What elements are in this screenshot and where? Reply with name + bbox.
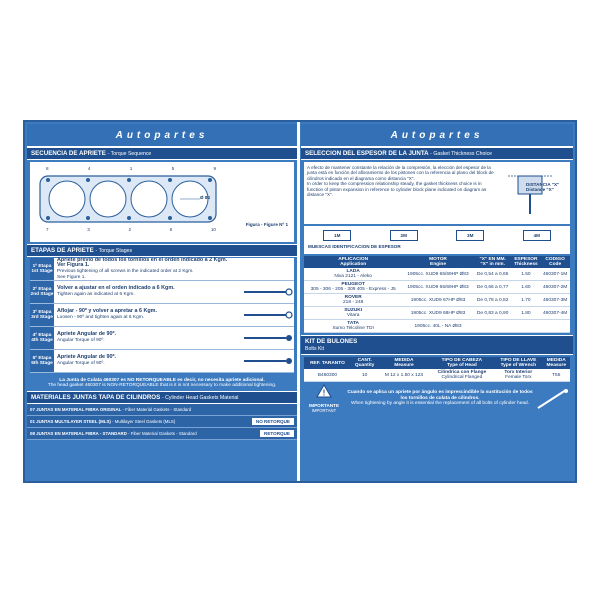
- table-header: MOTOR Engine: [402, 256, 473, 268]
- material-code: 07: [30, 407, 35, 412]
- left-brand-banner: Autopartes: [27, 124, 297, 147]
- warning-icon: [316, 384, 332, 398]
- stage-tag-es: 2º Etapa: [32, 287, 52, 292]
- stage-main: Aflojar - 90º y volver a apretar a 6 Kgm.: [57, 308, 157, 315]
- notch-mark: 2M: [390, 230, 418, 241]
- bolts-header: REF. TARANTO: [304, 357, 351, 369]
- table-row: [304, 320, 570, 333]
- stage-text: [54, 258, 294, 280]
- right-page: [301, 124, 573, 479]
- stage-main: Apriete previo de todos los tornillos en el orden indicado a 2 Kgm.: [57, 256, 228, 263]
- stage-row: [30, 258, 294, 281]
- notch-mark: 3M: [456, 230, 484, 241]
- thickness-cell: 1.60: [512, 281, 541, 294]
- notch-marks: [304, 226, 570, 241]
- app-cell: 218 - 248: [343, 300, 364, 305]
- bolts-kit-header: [301, 335, 573, 355]
- stage-tag-en: 5th Stage: [31, 361, 53, 366]
- code-cell: 460307-1M: [540, 268, 570, 281]
- material-text: JUNTAS EN MATERIAL FIBRA ORIGINAL: [36, 407, 122, 412]
- bolt-number: 1: [129, 166, 133, 171]
- thickness-choice-title: SELECCION DEL ESPESOR DE LA JUNTA: [305, 150, 429, 157]
- engine-cell: 1905cc. XUD9 65/69HP Ø83: [402, 268, 473, 281]
- stage-tag: [30, 327, 54, 349]
- angle-wrench-icon: [242, 357, 294, 365]
- stage-main: Volver a ajustar en el orden indicado a 6 Kgm.: [57, 285, 175, 292]
- figure-label: Figura - Figure Nº 1: [245, 222, 288, 227]
- stage-main: Apriete Angular de 90º.: [57, 354, 116, 361]
- x-cell: [474, 320, 512, 333]
- thickness-choice-header: [301, 147, 573, 160]
- stage-text: [54, 355, 242, 366]
- engine-cell: 1905cc. XUD9 68HP Ø83: [402, 307, 473, 320]
- bolt-qty-cell: 10: [351, 369, 378, 382]
- stage-row: [30, 327, 294, 350]
- bolt-ref-cell: B460300: [304, 369, 351, 382]
- bolt-number: 9: [213, 166, 216, 171]
- bolts-kit-subtitle: Bolts Kit: [305, 346, 325, 352]
- note-es: La Junta de Culata 460307 es NO RETORQUEABLE es decir, no necesita apriete adicional.: [59, 378, 265, 383]
- stage-text: [54, 309, 242, 320]
- thickness-intro-box: [304, 162, 570, 224]
- bolts-row: [304, 369, 570, 382]
- bolt-number: 10: [210, 227, 216, 232]
- bolt-wrench-icon: [536, 388, 570, 410]
- table-row: [304, 294, 570, 307]
- gasket-diagram: [30, 162, 294, 242]
- table-row: [304, 307, 570, 320]
- app-cell: Sumo Telcoline TDI: [332, 326, 374, 331]
- bolt-measure-cell: M 12 x 1.50 x 123: [378, 369, 429, 382]
- stage-main: Apriete Angular de 90º.: [57, 331, 116, 338]
- x-cell: De 0,78 a 0,82: [474, 294, 512, 307]
- stage-en: Angular Torque of 90º.: [57, 338, 105, 343]
- materials-title: MATERIALES JUNTAS TAPA DE CILINDROS: [31, 394, 161, 401]
- bolts-header: MEDIDA Measure: [378, 357, 429, 369]
- top-bolt-numbers: [46, 166, 216, 171]
- bolt-size-cell: T55: [543, 369, 570, 382]
- bolt-wrench-cell: Torx Interior Female Torx: [494, 369, 542, 382]
- stage-en: Loosen - 90º and tighten again at 6 Kgm.: [57, 315, 145, 320]
- stage-tag-en: 4th Stage: [31, 338, 53, 343]
- bolt-number: 2: [128, 227, 131, 232]
- application-table: [304, 256, 570, 333]
- svg-text:!: !: [322, 388, 326, 398]
- bolts-header: TIPO DE CABEZA Type of Head: [430, 357, 495, 369]
- engine-cell: 1905cc. XUD9 65/69HP Ø83: [402, 281, 473, 294]
- stage-text: [54, 332, 242, 343]
- important-badge: [304, 384, 344, 413]
- stages-list: [30, 258, 294, 373]
- bolt-number: 8: [46, 166, 49, 171]
- stage-en: Angular Torque of 90º.: [57, 361, 105, 366]
- important-es: Cuando se aplica un apriete por ángulo es imprescindible la sustitución de todos los tornillos de culata de cilindros.: [347, 390, 533, 401]
- torque-sequence-subtitle: - Torque Sequence: [107, 151, 152, 157]
- material-row: [27, 428, 297, 440]
- stage-en: Previous tightening of all screws in the indicated order at 2 Kgm.: [57, 269, 194, 274]
- retorque-badge: RETORQUE: [260, 430, 294, 437]
- left-page: [27, 124, 297, 479]
- code-cell: 460307-2M: [540, 281, 570, 294]
- material-code: 01: [30, 419, 35, 424]
- bore-diameter-label: Ø 84: [200, 195, 210, 200]
- x-cell: De 0,66 a 0,77: [474, 281, 512, 294]
- thickness-cell: 1.70: [512, 294, 541, 307]
- material-sub: - Multilayer Steel Gaskets (MLS): [112, 419, 176, 424]
- non-retorque-note: [27, 375, 297, 391]
- stage-tag: [30, 304, 54, 326]
- torque-stages-header: [27, 244, 297, 257]
- bolt-number: 6: [169, 227, 173, 232]
- bolt-number: 4: [87, 166, 91, 171]
- no-retorque-badge: NO RETORQUE: [252, 418, 294, 425]
- important-en: When tightening by angle it is essential the replacement of all bolts of cylinder head.: [350, 401, 530, 407]
- stage-tag: [30, 258, 54, 280]
- notch-caption: MUESCAS IDENTIFICACION DE ESPESOR: [308, 244, 401, 250]
- table-header: CODIGO Code: [540, 256, 570, 268]
- bolts-header: CANT. Quantity: [351, 357, 378, 369]
- code-cell: [540, 320, 570, 333]
- app-cell: Vitara: [346, 313, 360, 318]
- stage-tag-en: 2nd Stage: [30, 292, 54, 297]
- torque-sequence-header: [27, 147, 297, 160]
- torque-sequence-title: SECUENCIA DE APRIETE: [31, 150, 106, 157]
- stage-tag-es: 5º Etapa: [32, 356, 52, 361]
- stage-row: [30, 304, 294, 327]
- engine-cell: 1905cc. 40L - NA Ø83: [402, 320, 473, 333]
- material-text: JUNTAS MULTILAYER STEEL (MLS): [36, 419, 111, 424]
- catalog-spread: [23, 120, 577, 483]
- stage-tag-es: 1º Etapa: [32, 264, 52, 269]
- stage-tag-es: 3º Etapa: [32, 310, 52, 315]
- material-sub: - Fiber Material Gaskets - Standard: [122, 407, 192, 412]
- wrench-icon: [242, 311, 294, 319]
- important-note: [304, 384, 570, 413]
- material-code: 08: [30, 431, 35, 436]
- brand-cell: LADA: [346, 269, 360, 274]
- brand-cell: ROVER: [344, 295, 362, 300]
- torque-stages-title: ETAPAS DE APRIETE: [31, 247, 94, 254]
- distance-x-label: [526, 182, 559, 193]
- important-label-en: IMPORTANT: [311, 408, 337, 413]
- intro-es: A efecto de mantener constante la relación de la compresión, la elección del espesor de la junta está en función del afloramiento de los pistones con la referencia al plano del block de cilindros indicado en el diagrama como distancia "X".: [307, 165, 494, 181]
- stage-en: Tighten again as indicated at 6 Kgm.: [57, 292, 135, 297]
- table-row: [304, 281, 570, 294]
- bolts-table-box: [304, 357, 570, 382]
- stage-tag: [30, 350, 54, 372]
- materials-subtitle: - Cylinder Head Gaskets Material: [161, 395, 239, 401]
- important-text: [344, 390, 536, 407]
- stage-tag: [30, 281, 54, 303]
- brand-cell: PEUGEOT: [341, 282, 365, 287]
- stage-en2: See Figure 1.: [57, 274, 86, 280]
- table-header: "X" EN MM. "X" in mm.: [474, 256, 512, 268]
- stage-tag-en: 1st Stage: [31, 269, 53, 274]
- thickness-cell: [512, 320, 541, 333]
- table-header: ESPESOR Thickness: [512, 256, 541, 268]
- thickness-intro-text: [307, 165, 497, 197]
- bolts-header-row: [304, 357, 570, 369]
- bolts-kit-title: KIT DE BULONES: [305, 338, 358, 345]
- thickness-cell: 1.80: [512, 307, 541, 320]
- stage-text: [54, 286, 242, 297]
- note-en: The head gasket 460307 is NON-RETORQUEABLE that is it is not necessary to make additional tightening.: [47, 383, 277, 388]
- materials-header: [27, 391, 297, 404]
- distance-x-en: Distance "X": [526, 187, 554, 193]
- right-brand-banner: Autopartes: [301, 124, 573, 147]
- stage-row: [30, 350, 294, 373]
- app-cell: Niva 2121 - Aleko: [334, 274, 372, 279]
- application-table-box: [304, 256, 570, 333]
- bolt-head-cell: Cilindrica con Flange Cylindrical Flanged: [430, 369, 495, 382]
- material-row: [27, 404, 297, 416]
- notch-mark: 4M: [523, 230, 551, 241]
- important-label: IMPORTANTE: [308, 403, 340, 408]
- bottom-bolt-numbers: [46, 227, 216, 232]
- code-cell: 460307-3M: [540, 294, 570, 307]
- bolt-number: 3: [87, 227, 90, 232]
- material-row: [27, 416, 297, 428]
- table-header-row: [304, 256, 570, 268]
- bolts-table: [304, 357, 570, 382]
- engine-cell: 1905cc. XUD9 67HP Ø83: [402, 294, 473, 307]
- material-sub: - Fiber Material Gaskets - Standard: [128, 431, 197, 436]
- distance-x-es: DISTANCIA "X": [526, 182, 560, 187]
- torque-stages-subtitle: - Torque Stages: [95, 248, 133, 254]
- brand-cell: TATA: [347, 321, 360, 326]
- bolts-header: TIPO DE LLAVE Type of Wrench: [494, 357, 542, 369]
- wrench-icon: [242, 288, 294, 296]
- thickness-choice-subtitle: - Gasket Thickness Choice: [430, 151, 493, 157]
- app-cell: 305 - 306 - 205 - 309 405 - Express - J5: [310, 287, 396, 292]
- brand-cell: SUZUKI: [344, 308, 363, 313]
- angle-wrench-icon: [242, 334, 294, 342]
- bolts-header: MEDIDA Measure: [543, 357, 570, 369]
- table-header: APLICACION Application: [304, 256, 402, 268]
- bolt-number: 5: [171, 166, 175, 171]
- notch-mark: 1M: [323, 230, 351, 241]
- notch-marks-box: [304, 226, 570, 254]
- x-cell: De 0,54 a 0,65: [474, 268, 512, 281]
- bolt-number: 7: [46, 227, 49, 232]
- intro-en: In order to keep the compression relationship steady, the gasket thickness choice is in function of piston expansion in reference to cylinder block plane indicated on diagram as distance "X".: [307, 181, 487, 198]
- page-gutter: [297, 122, 300, 481]
- stage-main2: Ver Figura 1.: [57, 262, 90, 269]
- material-text: JUNTAS EN MATERIAL FIBRA - STANDARD: [36, 431, 127, 436]
- thickness-cell: 1.50: [512, 268, 541, 281]
- stage-row: [30, 281, 294, 304]
- table-row: [304, 268, 570, 281]
- stage-tag-es: 4º Etapa: [32, 333, 52, 338]
- code-cell: 460307-4M: [540, 307, 570, 320]
- x-cell: De 0,83 a 0,90: [474, 307, 512, 320]
- stage-tag-en: 3rd Stage: [31, 315, 53, 320]
